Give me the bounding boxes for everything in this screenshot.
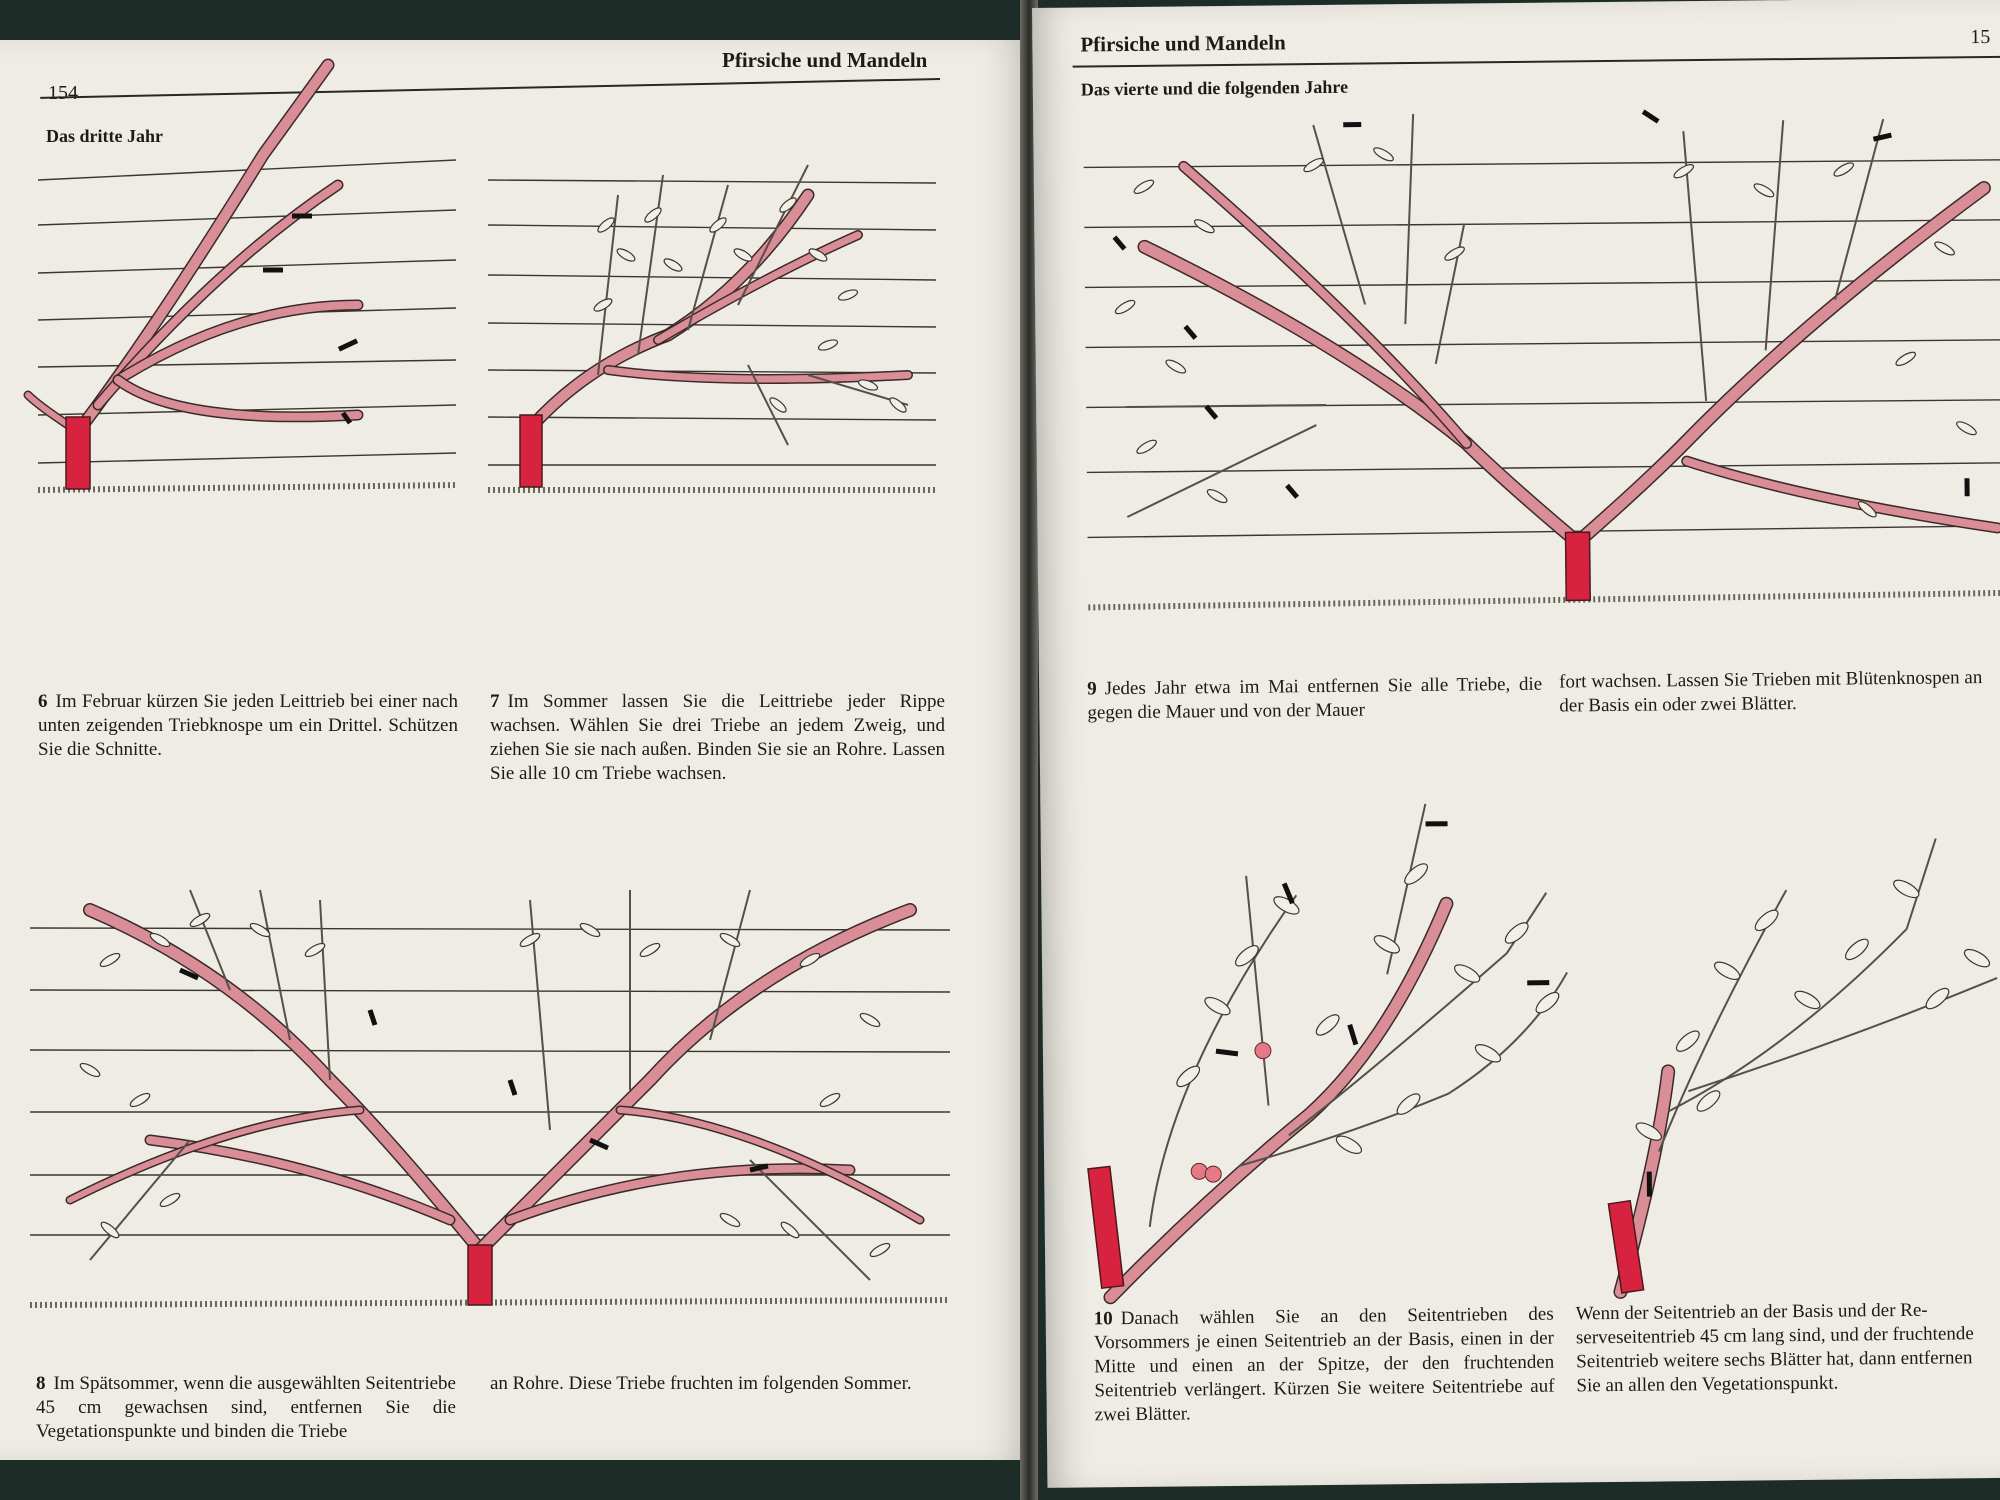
caption-9-number: 9 — [1087, 678, 1097, 700]
running-head-left: Pfirsiche und Mandeln — [722, 48, 928, 72]
tree-8 — [70, 890, 920, 1305]
caption-7 — [490, 690, 945, 786]
caption-10 — [1094, 1303, 1555, 1428]
illustration-7 — [488, 105, 938, 525]
right-page — [1032, 0, 2000, 1488]
branch-10a — [1084, 802, 1570, 1297]
caption-8 — [36, 1372, 456, 1444]
illustration-6 — [38, 105, 458, 525]
support-wires-8 — [30, 928, 950, 1235]
caption-8-number: 8 — [36, 1373, 46, 1394]
illustration-8 — [30, 840, 950, 1340]
support-wires-9 — [1084, 158, 2000, 538]
running-head-right: Pfirsiche und Mandeln — [1080, 30, 1286, 57]
section-title-right: Das vierte und die folgenden Jahre — [1080, 76, 1349, 100]
caption-10-text: Danach wählen Sie an den Seitentrieben des Vorsommers je einen Seitentrieb an der Basis, einen in der Mitte und einen an der Spitze, der den fruchtenden Seitentrieb verlängert. Kürzen Sie weitere Seitentriebe auf zwei Blätter. — [1093, 1303, 1555, 1426]
caption-8-text: Im Spätsommer, wenn die ausgewählten Seitentriebe 45 cm gewachsen sind, entfernen Sie die Vegetationspunkte und binden die Triebe — [36, 1373, 456, 1442]
header-rule-left — [40, 78, 940, 98]
cut-mark — [339, 341, 357, 349]
section-title-left: Das dritte Jahr — [46, 126, 163, 146]
illustration-9 — [1083, 98, 2000, 638]
page-number-right: 15 — [1970, 25, 1991, 49]
caption-6-number: 6 — [38, 691, 48, 712]
illustration-10 — [1085, 768, 2000, 1318]
caption-10-number: 10 — [1093, 1308, 1113, 1330]
caption-9-continuation: fort wachsen. Lassen Sie Trieben mit Blütenknospen an der Basis ein oder zwei Blätter. — [1558, 667, 1983, 717]
caption-6 — [38, 690, 458, 762]
caption-10-continuation: Wenn der Seitentrieb an der Basis und der Reserveseitentrieb 45 cm lang sind, und der fruchtende Seitentrieb weitere sechs Blätter hat, dann entfernen Sie an allen den Vegetationspunkt. — [1575, 1299, 1974, 1397]
header-rule-right — [1073, 56, 2000, 67]
caption-6-text: Im Februar kürzen Sie jeden Leittrieb bei einer nach unten zeigenden Triebknospe um ein Drittel. Schützen Sie die Schnitte. — [38, 691, 458, 760]
caption-8-continuation: an Rohre. Diese Triebe fruchten im folgenden Sommer. — [490, 1373, 912, 1394]
left-page — [0, 40, 1025, 1460]
caption-9-text: Jedes Jahr etwa im Mai entfernen Sie alle Triebe, die gegen die Mauer und von der Mauer — [1087, 673, 1543, 724]
page-number-left: 154 — [48, 82, 78, 104]
tree-9 — [1112, 108, 1999, 605]
tree-6 — [28, 65, 358, 489]
support-wires-7 — [488, 180, 936, 465]
caption-7-number: 7 — [490, 691, 500, 712]
caption-7-text: Im Sommer lassen Sie die Leittriebe jeder Rippe wachsen. Wählen Sie drei Triebe an jedem Zweig, und ziehen Sie sie nach außen. Binden Sie sie an Rohre. Lassen Sie alle 10 cm Triebe wachsen. — [490, 691, 945, 784]
branch-10b — [1605, 838, 2000, 1293]
caption-9 — [1087, 673, 1542, 726]
